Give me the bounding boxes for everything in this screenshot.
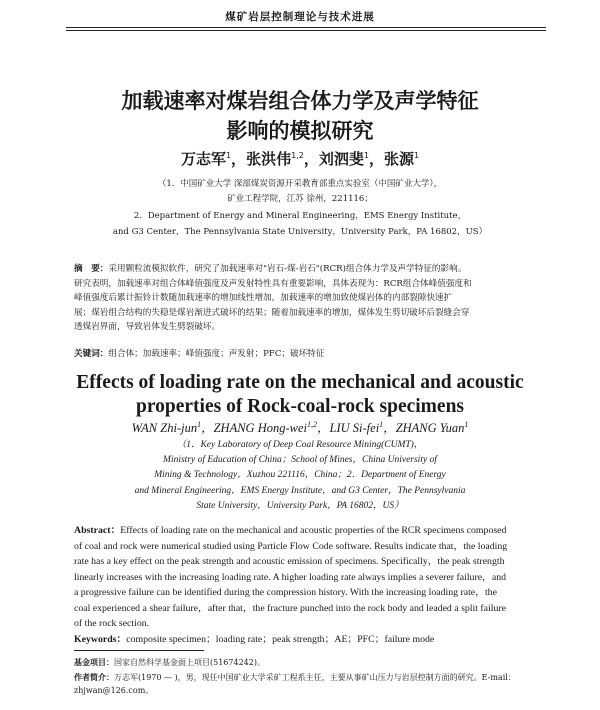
author-separator: ， xyxy=(303,150,319,168)
author-cn-4: 张源 xyxy=(383,150,414,168)
author-en-1: WAN Zhi-jun xyxy=(131,421,198,435)
author-en-3: LIU Si-fei xyxy=(329,421,380,435)
abstract-cn-line: 透煤岩界面，导致岩体发生劈裂破坏。 xyxy=(74,322,221,332)
abstract-cn-line: 研究表明，加载速率对组合体峰值强度及声发射特性具有重要影响，具体表现为：RCR组合体峰值强度和 xyxy=(74,278,472,289)
abstract-en-line: Abstract：Effects of loading rate on the mechanical and acoustic properties of the RCR specimens composed xyxy=(74,525,507,536)
author-separator: ， xyxy=(317,421,330,435)
abstract-cn-line: 摘 要：采用颗粒流模拟软件，研究了加载速率对"岩石-煤-岩石"(RCR)组合体力学及声学特征的影响。 xyxy=(74,264,467,274)
author-en-4: ZHANG Yuan xyxy=(395,421,465,435)
author-bio-text: 万志军(1970 — )，男，现任中国矿业大学采矿工程系主任，主要从事矿山压力与岩层控制方面的研究。E-mail： xyxy=(114,673,516,682)
author-cn-2-affil: 1,2 xyxy=(291,151,304,160)
author-en-1-affil: 1 xyxy=(197,419,202,429)
abstract-en-line: linearly increases with the increasing loading rate. A higher loading rate always implies a severer failure，and xyxy=(74,571,506,583)
authors-en xyxy=(0,418,600,436)
abstract-cn-label: 摘 要： xyxy=(74,264,109,274)
header-rule-thin xyxy=(66,30,546,31)
author-en-4-affil: 1 xyxy=(464,419,469,429)
keywords-en-label: Keywords： xyxy=(74,634,127,645)
abstract-en-line: rate has a key effect on the peak strength and acoustic emission of specimens. Specifically，the peak strength xyxy=(74,556,505,567)
fund-label: 基金项目： xyxy=(74,658,114,667)
footnote-author xyxy=(74,671,544,697)
affiliation-en-line: Mining & Technology，Xuzhou 221116，China；2．Department of Energy xyxy=(154,470,446,480)
author-separator: ， xyxy=(201,421,214,435)
author-bio-label: 作者简介： xyxy=(74,673,114,682)
title-en-line-1: Effects of loading rate on the mechanical and acoustic xyxy=(76,372,524,393)
author-en-2: ZHANG Hong-wei xyxy=(213,421,307,435)
author-cn-4-affil: 1 xyxy=(413,151,420,160)
abstract-cn xyxy=(74,262,544,335)
author-en-3-affil: 1 xyxy=(379,419,384,429)
keywords-cn xyxy=(74,347,544,359)
affiliation-en-line: and Mineral Engineering，EMS Energy Institute，and G3 Center，The Pennsylvania xyxy=(134,486,466,496)
footnote-fund xyxy=(74,656,544,669)
affiliation-cn-line: and G3 Center，The Pennsylvania State University，University Park，PA 16802，US） xyxy=(112,227,488,237)
authors-cn xyxy=(0,148,600,169)
author-en-2-affil: 1,2 xyxy=(307,419,317,429)
keywords-en xyxy=(74,631,544,645)
keywords-en-text: composite specimen；loading rate；peak strength；AE；PFC；failure mode xyxy=(126,634,435,645)
author-cn-3-affil: 1 xyxy=(363,151,369,160)
affiliation-en-line: State University，University Park，PA 16802，US） xyxy=(196,501,404,511)
author-cn-2: 张洪伟 xyxy=(246,150,292,168)
author-cn-1: 万志军 xyxy=(180,150,226,168)
keywords-cn-text: 组合体；加载速率；峰值强度；声发射；PFC；破坏特征 xyxy=(108,349,325,359)
affiliation-en-line: （1．Key Laboratory of Deep Coal Resource Mining(CUMT)， xyxy=(176,440,424,450)
abstract-en-line: of coal and rock were numerical studied using Particle Flow Code software. Results indicate that，the loading xyxy=(74,540,508,552)
affiliation-cn-line: 矿业工程学院，江苏 徐州，221116； xyxy=(227,194,373,204)
title-en-line-2: properties of Rock-coal-rock specimens xyxy=(135,396,464,417)
header-rule xyxy=(66,27,546,28)
fund-text: 国家自然科学基金面上项目(51674242)。 xyxy=(114,658,265,667)
abstract-cn-line: 展；煤岩组合结构的失稳是煤岩渐进式破坏的结果；随着加载速率的增加，煤体发生剪切破坏后裂缝会穿 xyxy=(74,307,470,318)
abstract-cn-line: 峰值强度后累计振铃计数随加载速率的增加线性增加，加载速率的增加致使煤岩体的内部裂隙快速扩 xyxy=(74,293,453,303)
author-separator: ， xyxy=(368,150,384,168)
abstract-en-line: coal experienced a shear failure，after that，the fracture punched into the rock body and leaded a split failure xyxy=(74,602,506,614)
keywords-cn-label: 关键词： xyxy=(74,349,109,359)
title-cn-line-1: 加载速率对煤岩组合体力学及声学特征 xyxy=(121,89,479,113)
affiliation-cn-line: （1．中国矿业大学 深部煤炭资源开采教育部重点实验室（中国矿业大学）， xyxy=(157,179,443,189)
affiliation-cn-line: 2．Department of Energy and Mineral Engineering，EMS Energy Institute， xyxy=(133,211,467,221)
author-separator: ， xyxy=(231,150,247,168)
abstract-en xyxy=(74,523,544,632)
abstract-en-line: a progressive failure can be identified during the compression history. With the increasing loading rate，the xyxy=(74,587,497,598)
footnote-rule xyxy=(74,650,204,651)
author-separator: ， xyxy=(383,421,396,435)
author-cn-3: 刘泗斐 xyxy=(318,150,364,168)
author-cn-1-affil: 1 xyxy=(225,151,232,160)
affiliation-en-line: Ministry of Education of China；School of Mines，China University of xyxy=(163,455,437,465)
abstract-en-label: Abstract： xyxy=(74,525,121,536)
abstract-en-line: of the rock section. xyxy=(74,618,150,629)
running-header: 煤矿岩层控制理论与技术进展 xyxy=(225,11,375,23)
title-cn-line-2: 影响的模拟研究 xyxy=(226,119,374,143)
author-email: zhjwan@126.com。 xyxy=(74,686,154,695)
